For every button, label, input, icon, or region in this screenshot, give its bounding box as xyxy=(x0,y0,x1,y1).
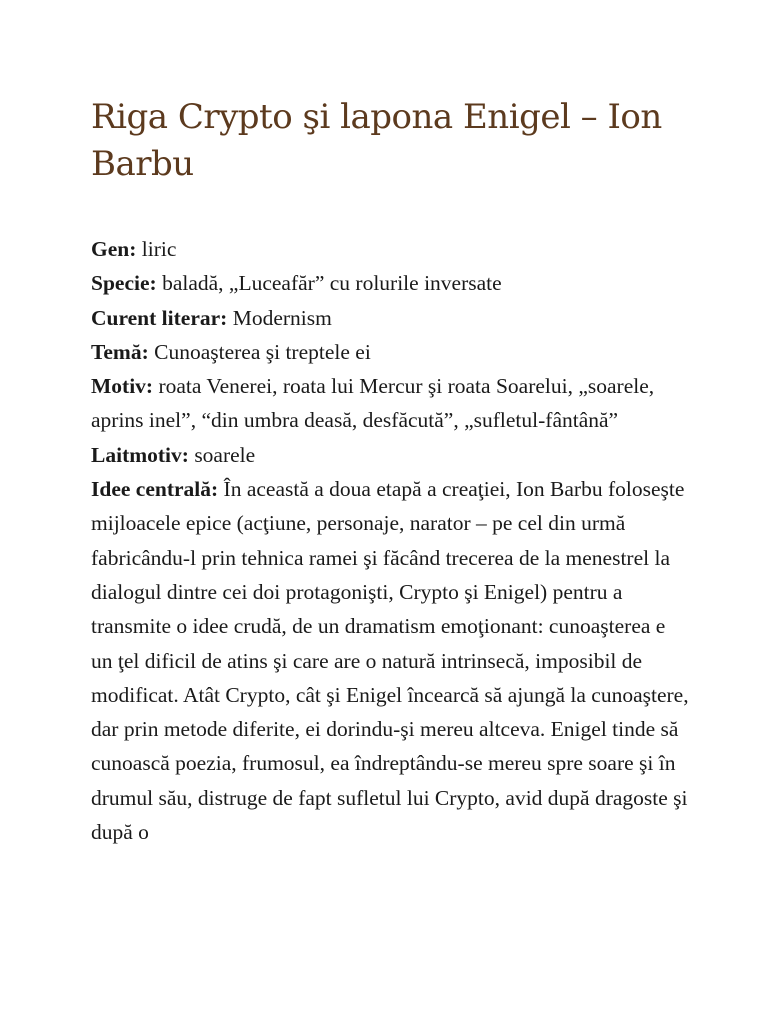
field-label: Temă: xyxy=(91,339,149,364)
field-label: Laitmotiv: xyxy=(91,442,189,467)
field-label: Curent literar: xyxy=(91,305,228,330)
field-label: Idee centrală: xyxy=(91,477,219,502)
field-curent-literar xyxy=(91,301,691,335)
field-label: Specie: xyxy=(91,271,157,296)
field-idee-centrala xyxy=(91,472,691,849)
document-page xyxy=(91,94,691,849)
field-specie xyxy=(91,266,691,300)
field-label: Motiv: xyxy=(91,374,154,399)
field-value: liric xyxy=(141,237,177,261)
field-value: soarele xyxy=(194,442,256,467)
document-fields xyxy=(91,232,691,849)
field-value: Cunoaşterea şi treptele ei xyxy=(154,339,371,364)
field-gen xyxy=(91,232,691,266)
field-value: Modernism xyxy=(232,305,332,330)
field-tema xyxy=(91,335,691,369)
field-laitmotiv xyxy=(91,438,691,472)
document-title: Riga Crypto şi lapona Enigel – Ion Barbu xyxy=(91,97,662,184)
field-value: În această a doua etapă a creaţiei, Ion Barbu foloseşte mijloacele epice (acţiune, personaje, narator – pe cel din urmă fabricându-l prin tehnica ramei şi făcând trecerea de la menestrel la dialogul dintre cei doi protagonişti, Crypto şi Enigel) pentru a transmite o idee crudă, de un dramatism emoţionant: cunoaşterea e un ţel dificil de atins şi care are o natură intrinsecă, imposibil de modificat. Atât Crypto, cât şi Enigel încearcă să ajungă la cunoaştere, dar prin metode diferite, ei dorindu-şi mereu altceva. Enigel tinde să cunoască poezia, frumosul, ea îndreptându-se mereu spre soare şi în drumul său, distruge de fapt sufletul lui Crypto, avid după dragoste şi după o xyxy=(91,477,689,845)
field-label: Gen: xyxy=(91,237,137,261)
field-value: baladă, „Luceafăr” cu rolurile inversate xyxy=(162,271,502,296)
field-motiv xyxy=(91,369,691,438)
field-value: roata Venerei, roata lui Mercur şi roata Soarelui, „soarele, aprins inel”, “din umbra deasă, desfăcută”, „sufletul-fântână” xyxy=(91,374,655,433)
